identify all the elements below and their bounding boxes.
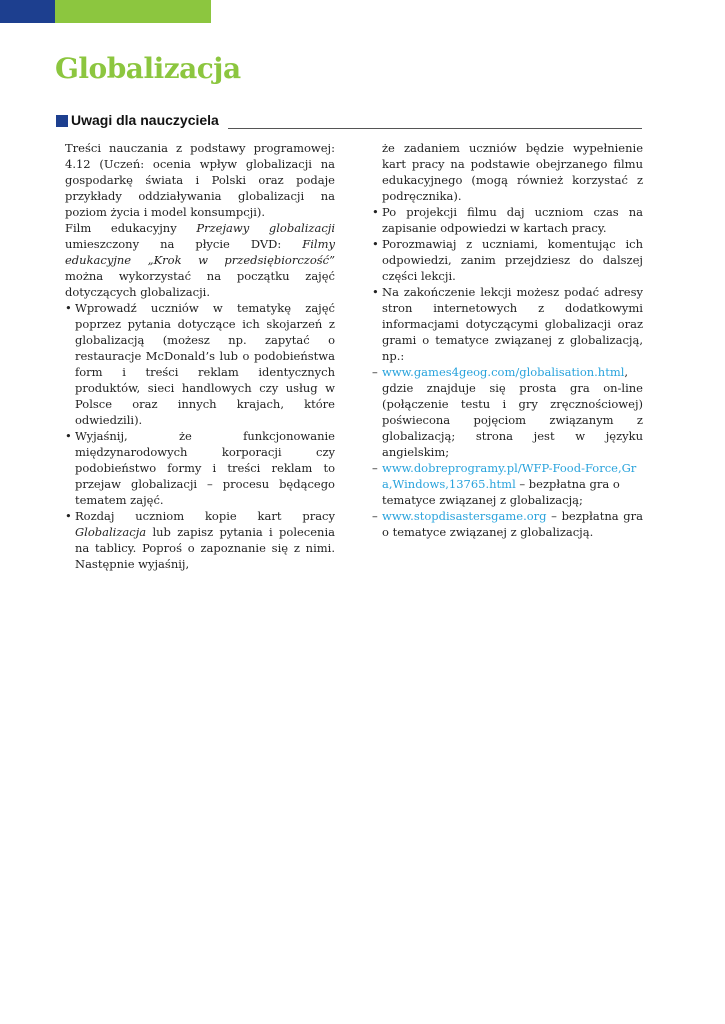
right-column bbox=[372, 140, 643, 540]
link-item: – www.dobreprogramy.pl/WFP-Food-Force,Gra,Windows,13765.html – bezpłatna gra o tematyce związanej z globalizacją; bbox=[372, 460, 643, 508]
list-item: • Na zakończenie lekcji możesz podać adresy stron internetowych z dodatkowymi informacjami dotyczącymi globalizacji oraz grami o tematyce związanej z globalizacją, np.: bbox=[372, 284, 643, 364]
bullet-list-left bbox=[65, 300, 335, 572]
link-dobreprogramy[interactable]: www.dobreprogramy.pl/WFP-Food-Force,Gra,Windows,13765.html bbox=[382, 461, 637, 491]
header-bar-blue bbox=[0, 0, 55, 23]
section-heading bbox=[56, 113, 642, 133]
list-item: • Rozdaj uczniom kopie kart pracy Globalizacja lub zapisz pytania i polecenia na tablicy. Poproś o zapoznanie się z nimi. Następnie wyjaśnij, bbox=[65, 508, 335, 572]
paragraph-film: Film edukacyjny Przejawy globalizacji umieszczony na płycie DVD: Filmy edukacyjne „Krok w przedsiębiorczość” można wykorzystać na początku zajęć dotyczących globalizacji. bbox=[65, 221, 336, 299]
list-item: • Wprowadź uczniów w tematykę zajęć poprzez pytania dotyczące ich skojarzeń z globalizacją (możesz np. zapytać o restauracje McDonald’s lub o podobieństwa form i treści reklam identycznych produktów, sieci handlowych czy usług w Polsce oraz innych krajach, które odwiedzili). bbox=[65, 300, 335, 428]
section-heading-label: Uwagi dla nauczyciela bbox=[71, 112, 219, 128]
paragraph-curriculum: Treści nauczania z podstawy programowej: 4.12 (Uczeń: ocenia wpływ globalizacji na gospodarkę świata i Polski oraz podaje przykłady oddziaływania globalizacji na poziom życia i model konsumpcji). bbox=[65, 141, 335, 219]
left-column bbox=[65, 140, 335, 572]
list-item: • Porozmawiaj z uczniami, komentując ich odpowiedzi, zanim przejdziesz do dalszej części lekcji. bbox=[372, 236, 643, 284]
link-list bbox=[372, 364, 643, 540]
link-item: – www.games4geog.com/globalisation.html, gdzie znajduje się prosta gra on-line (połączenie testu i gry zręcznościowej) poświecona pojęciom związanym z globalizacją; strona jest w języku angielskim; bbox=[372, 364, 643, 460]
dvd-title: Filmy edukacyjne „Krok w przedsiębiorczość” bbox=[65, 237, 335, 267]
header-bar-green bbox=[55, 0, 211, 23]
heading-rule bbox=[228, 128, 642, 129]
list-item: • Wyjaśnij, że funkcjonowanie międzynarodowych korporacji czy podobieństwo formy i treści reklam to przejaw globalizacji – procesu będącego tematem zajęć. bbox=[65, 428, 335, 508]
list-item: • Po projekcji filmu daj uczniom czas na zapisanie odpowiedzi w kartach pracy. bbox=[372, 204, 643, 236]
list-item-continuation: że zadaniem uczniów będzie wypełnienie kart pracy na podstawie obejrzanego filmu edukacyjnego (mogą również korzystać z podręcznika). bbox=[382, 141, 643, 203]
bullet-list-right bbox=[372, 204, 643, 364]
link-item: – www.stopdisastersgame.org – bezpłatna gra o tematyce związanej z globalizacją. bbox=[372, 508, 643, 540]
page-title: Globalizacja bbox=[55, 52, 241, 85]
worksheet-title: Globalizacja bbox=[75, 525, 147, 539]
square-icon bbox=[56, 115, 68, 127]
link-stopdisasters[interactable]: www.stopdisastersgame.org bbox=[382, 509, 547, 523]
link-games4geog[interactable]: www.games4geog.com/globalisation.html bbox=[382, 365, 625, 379]
film-title: Przejawy globalizacji bbox=[196, 221, 336, 235]
